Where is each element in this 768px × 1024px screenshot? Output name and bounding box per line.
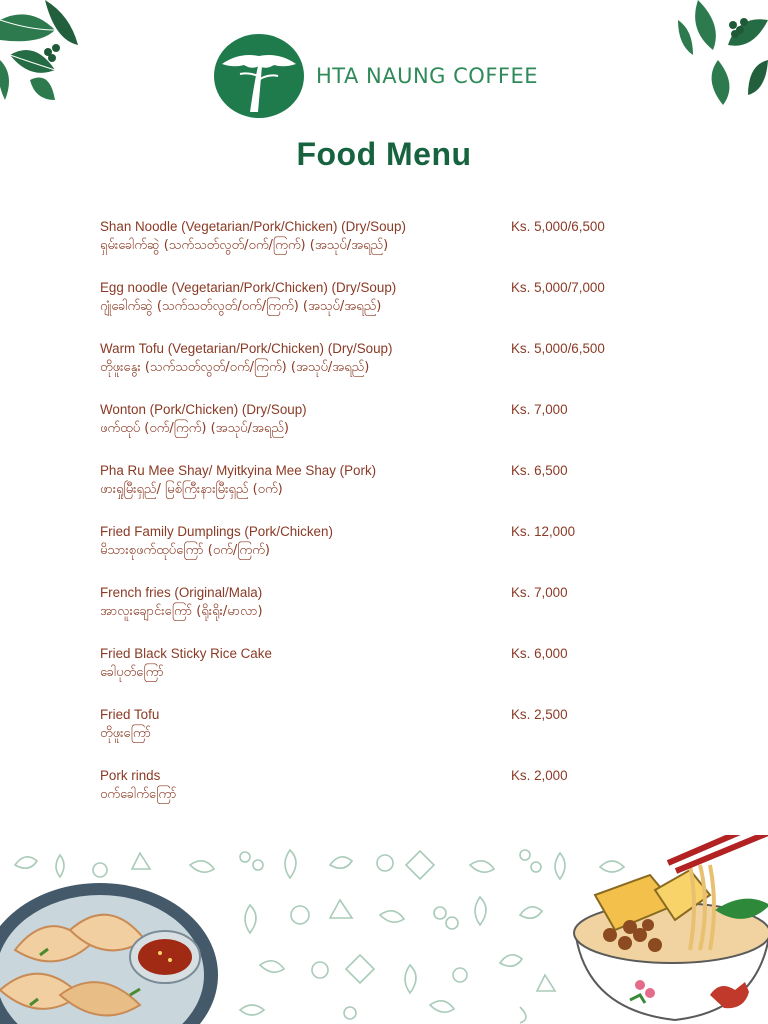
item-price: Ks. 5,000/7,000: [511, 280, 605, 295]
menu-item: [100, 524, 660, 585]
item-price: Ks. 2,500: [511, 707, 568, 722]
item-price: Ks. 2,000: [511, 768, 568, 783]
item-name-english: Wonton (Pork/Chicken) (Dry/Soup): [100, 402, 307, 417]
item-name-burmese: ဂျုံခေါက်ဆွဲ (သက်သတ်လွတ်/ဝက်/ကြက်) (အသုပ်/အရည်): [100, 299, 382, 314]
menu-item: [100, 402, 660, 463]
item-name-english: Fried Tofu: [100, 707, 160, 722]
item-name-english: Pork rinds: [100, 768, 161, 783]
menu-item: [100, 585, 660, 646]
coffee-leaves-right-illustration: [678, 0, 768, 110]
item-name-burmese: ဖားရှုမြီးရှည်/ မြစ်ကြီးနားမြီးရှည် (ဝက်): [100, 482, 283, 497]
page-title: Food Menu: [296, 136, 472, 172]
food-menu-list: [100, 219, 660, 829]
item-price: Ks. 7,000: [511, 402, 568, 417]
item-name-english: Warm Tofu (Vegetarian/Pork/Chicken) (Dry/Soup): [100, 341, 393, 356]
item-price: Ks. 6,000: [511, 646, 568, 661]
item-price: Ks. 6,500: [511, 463, 568, 478]
item-price: Ks. 5,000/6,500: [511, 219, 605, 234]
item-name-english: French fries (Original/Mala): [100, 585, 263, 600]
item-name-english: Fried Family Dumplings (Pork/Chicken): [100, 524, 333, 539]
brand-header: [214, 34, 538, 118]
coffee-leaves-left-illustration: [0, 0, 80, 105]
food-illustration-footer: [0, 835, 768, 1024]
menu-item: [100, 707, 660, 768]
tree-logo-icon: [214, 34, 304, 118]
item-name-english: Pha Ru Mee Shay/ Myitkyina Mee Shay (Pork): [100, 463, 377, 478]
item-name-burmese: တိုဖူးကြော်: [100, 726, 151, 741]
item-price: Ks. 12,000: [511, 524, 576, 539]
item-name-burmese: မိသားစုဖက်ထုပ်ကြော် (ဝက်/ကြက်): [100, 543, 270, 558]
item-name-english: Egg noodle (Vegetarian/Pork/Chicken) (Dry/Soup): [100, 280, 397, 295]
item-name-english: Fried Black Sticky Rice Cake: [100, 646, 272, 661]
item-name-burmese: အာလူးချောင်းကြော် (ရိုးရိုး/မာလာ): [100, 604, 263, 619]
item-name-burmese: ရှမ်းခေါက်ဆွဲ (သက်သတ်လွတ်/ဝက်/ကြက်) (အသုပ်/အရည်): [100, 238, 389, 253]
item-price: Ks. 7,000: [511, 585, 568, 600]
menu-item: [100, 646, 660, 707]
menu-item: [100, 341, 660, 402]
menu-item: [100, 768, 660, 829]
item-name-burmese: တိုဖူးနွေး (သက်သတ်လွတ်/ဝက်/ကြက်) (အသုပ်/အရည်): [100, 360, 370, 375]
menu-item: [100, 463, 660, 524]
item-name-burmese: ဖက်ထုပ် (ဝက်/ကြက်) (အသုပ်/အရည်): [100, 421, 289, 436]
menu-item: [100, 219, 660, 280]
item-name-english: Shan Noodle (Vegetarian/Pork/Chicken) (Dry/Soup): [100, 219, 406, 234]
item-name-burmese: ခေါပုတ်ကြော်: [100, 665, 164, 680]
item-price: Ks. 5,000/6,500: [511, 341, 605, 356]
brand-name: HTA NAUNG COFFEE: [316, 64, 539, 88]
item-name-burmese: ဝက်ခေါက်ကြော်: [100, 787, 177, 802]
menu-item: [100, 280, 660, 341]
